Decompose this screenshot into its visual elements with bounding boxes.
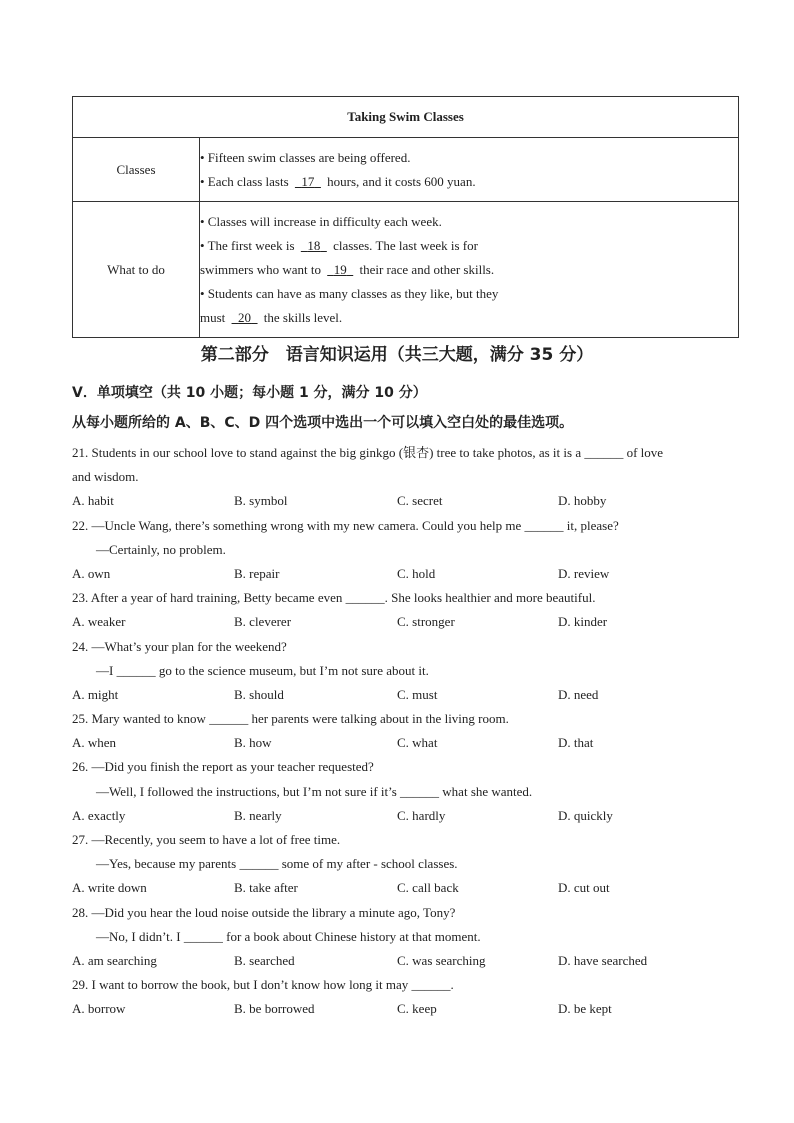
option-d[interactable]: D. hobby: [558, 493, 607, 509]
question-item: [72, 707, 742, 755]
option-row: [72, 610, 742, 634]
option-d[interactable]: D. cut out: [558, 880, 610, 896]
question-line: —Certainly, no problem.: [96, 541, 226, 557]
question-line: —I ______ go to the science museum, but I’m not sure about it.: [96, 662, 429, 678]
line-text: • The first week is: [200, 237, 298, 253]
question-line: —Well, I followed the instructions, but I’m not sure if it’s ______ what she wanted.: [96, 783, 533, 799]
option-row: [72, 876, 742, 900]
question-line: —Yes, because my parents ______ some of my after - school classes.: [96, 856, 458, 872]
table-row-what-to-do: [73, 202, 739, 338]
row-label-classes: Classes: [73, 138, 200, 202]
line-text: hours, and it costs 600 yuan.: [323, 173, 476, 189]
option-d[interactable]: D. quickly: [558, 807, 613, 823]
answer-blank-17: [292, 174, 324, 189]
content-line: [200, 146, 738, 170]
answer-blank-20: [229, 310, 261, 325]
line-text: • Students can have as many classes as they like, but they: [200, 285, 499, 301]
option-c[interactable]: C. hardly: [397, 807, 446, 823]
table-header-row: [73, 97, 739, 138]
row-content-classes: [200, 138, 739, 202]
option-c[interactable]: C. keep: [397, 1001, 437, 1017]
question-stem: 29. I want to borrow the book, but I don’t know how long it may ______.: [72, 977, 454, 993]
option-b[interactable]: B. take after: [234, 880, 298, 896]
content-line: [200, 306, 738, 330]
question-stem: 26. —Did you finish the report as your teacher requested?: [72, 759, 374, 775]
option-b[interactable]: B. repair: [234, 565, 280, 581]
option-c[interactable]: C. was searching: [397, 952, 486, 968]
blank-number: 19: [333, 261, 347, 277]
option-d[interactable]: D. review: [558, 565, 610, 581]
question-item: [72, 755, 742, 828]
question-list: [72, 441, 742, 1022]
question-item: [72, 514, 742, 587]
line-text: the skills level.: [260, 309, 343, 325]
option-a[interactable]: A. when: [72, 735, 117, 751]
content-line: [200, 170, 738, 194]
question-item: [72, 586, 742, 634]
option-row: [72, 997, 742, 1021]
question-line: —No, I didn’t. I ______ for a book about Chinese history at that moment.: [96, 928, 481, 944]
option-c[interactable]: C. must: [397, 686, 438, 702]
question-item: [72, 635, 742, 708]
option-row: [72, 731, 742, 755]
part-heading: 第二部分 语言知识运用（共三大题，满分 35 分）: [200, 345, 594, 365]
blank-number: 17: [301, 173, 315, 189]
option-d[interactable]: D. kinder: [558, 614, 608, 630]
option-b[interactable]: B. searched: [234, 952, 295, 968]
line-text: must: [200, 309, 229, 325]
option-d[interactable]: D. be kept: [558, 1001, 612, 1017]
option-row: [72, 562, 742, 586]
question-item: [72, 441, 742, 514]
line-text: • Classes will increase in difficulty each week.: [200, 213, 442, 229]
option-c[interactable]: C. hold: [397, 565, 436, 581]
option-a[interactable]: A. exactly: [72, 807, 126, 823]
line-text: • Fifteen swim classes are being offered.: [200, 149, 411, 165]
line-text: • Each class lasts: [200, 173, 292, 189]
option-b[interactable]: B. cleverer: [234, 614, 292, 630]
table-title: Taking Swim Classes: [73, 97, 739, 138]
blank-number: 20: [238, 309, 252, 325]
question-item: [72, 901, 742, 974]
option-row: [72, 804, 742, 828]
question-line: and wisdom.: [72, 469, 139, 485]
line-text: their race and other skills.: [356, 261, 495, 277]
option-b[interactable]: B. symbol: [234, 493, 288, 509]
question-stem: 21. Students in our school love to stand against the big ginkgo (银杏) tree to take photos, as it is a ______ of love: [72, 445, 664, 460]
section-heading: Ⅴ．单项填空（共 10 小题；每小题 1 分，满分 10 分）: [72, 385, 427, 401]
row-content-what-to-do: [200, 202, 739, 338]
option-c[interactable]: C. secret: [397, 493, 443, 509]
option-a[interactable]: A. am searching: [72, 952, 157, 968]
option-a[interactable]: A. might: [72, 686, 119, 702]
option-a[interactable]: A. habit: [72, 493, 114, 509]
swim-classes-table: [72, 96, 739, 338]
answer-blank-19: [324, 262, 356, 277]
answer-blank-18: [298, 238, 330, 253]
option-b[interactable]: B. nearly: [234, 807, 282, 823]
section-instruction: 从每小题所给的 A、B、C、D 四个选项中选出一个可以填入空白处的最佳选项。: [72, 415, 574, 431]
question-stem: 22. —Uncle Wang, there’s something wrong with my new camera. Could you help me ______ it, please?: [72, 517, 619, 533]
content-line: [200, 210, 738, 234]
question-stem: 25. Mary wanted to know ______ her parents were talking about in the living room.: [72, 711, 509, 727]
option-a[interactable]: A. write down: [72, 880, 147, 896]
option-c[interactable]: C. call back: [397, 880, 459, 896]
blank-number: 18: [307, 237, 321, 253]
content-line: [200, 234, 738, 258]
row-label-what-to-do: What to do: [73, 202, 200, 338]
question-stem: 28. —Did you hear the loud noise outside the library a minute ago, Tony?: [72, 904, 456, 920]
line-text: swimmers who want to: [200, 261, 325, 277]
question-stem: 24. —What’s your plan for the weekend?: [72, 638, 287, 654]
option-b[interactable]: B. be borrowed: [234, 1001, 315, 1017]
table-row-classes: [73, 138, 739, 202]
question-stem: 27. —Recently, you seem to have a lot of free time.: [72, 832, 341, 847]
option-a[interactable]: A. weaker: [72, 614, 126, 630]
question-item: [72, 828, 742, 901]
option-row: [72, 949, 742, 973]
line-text: classes. The last week is for: [329, 237, 478, 253]
content-line: [200, 258, 738, 282]
option-row: [72, 489, 742, 513]
option-c[interactable]: C. stronger: [397, 614, 455, 630]
option-d[interactable]: D. that: [558, 735, 594, 751]
option-a[interactable]: A. own: [72, 565, 111, 581]
option-a[interactable]: A. borrow: [72, 1001, 126, 1017]
option-b[interactable]: B. how: [234, 735, 272, 751]
content-line: [200, 282, 738, 306]
question-item: [72, 973, 742, 1021]
option-d[interactable]: D. need: [558, 686, 599, 702]
option-d[interactable]: D. have searched: [558, 952, 648, 968]
option-row: [72, 683, 742, 707]
question-stem: 23. After a year of hard training, Betty became even ______. She looks healthier and more beautiful.: [72, 590, 596, 606]
option-b[interactable]: B. should: [234, 686, 284, 702]
option-c[interactable]: C. what: [397, 735, 438, 751]
